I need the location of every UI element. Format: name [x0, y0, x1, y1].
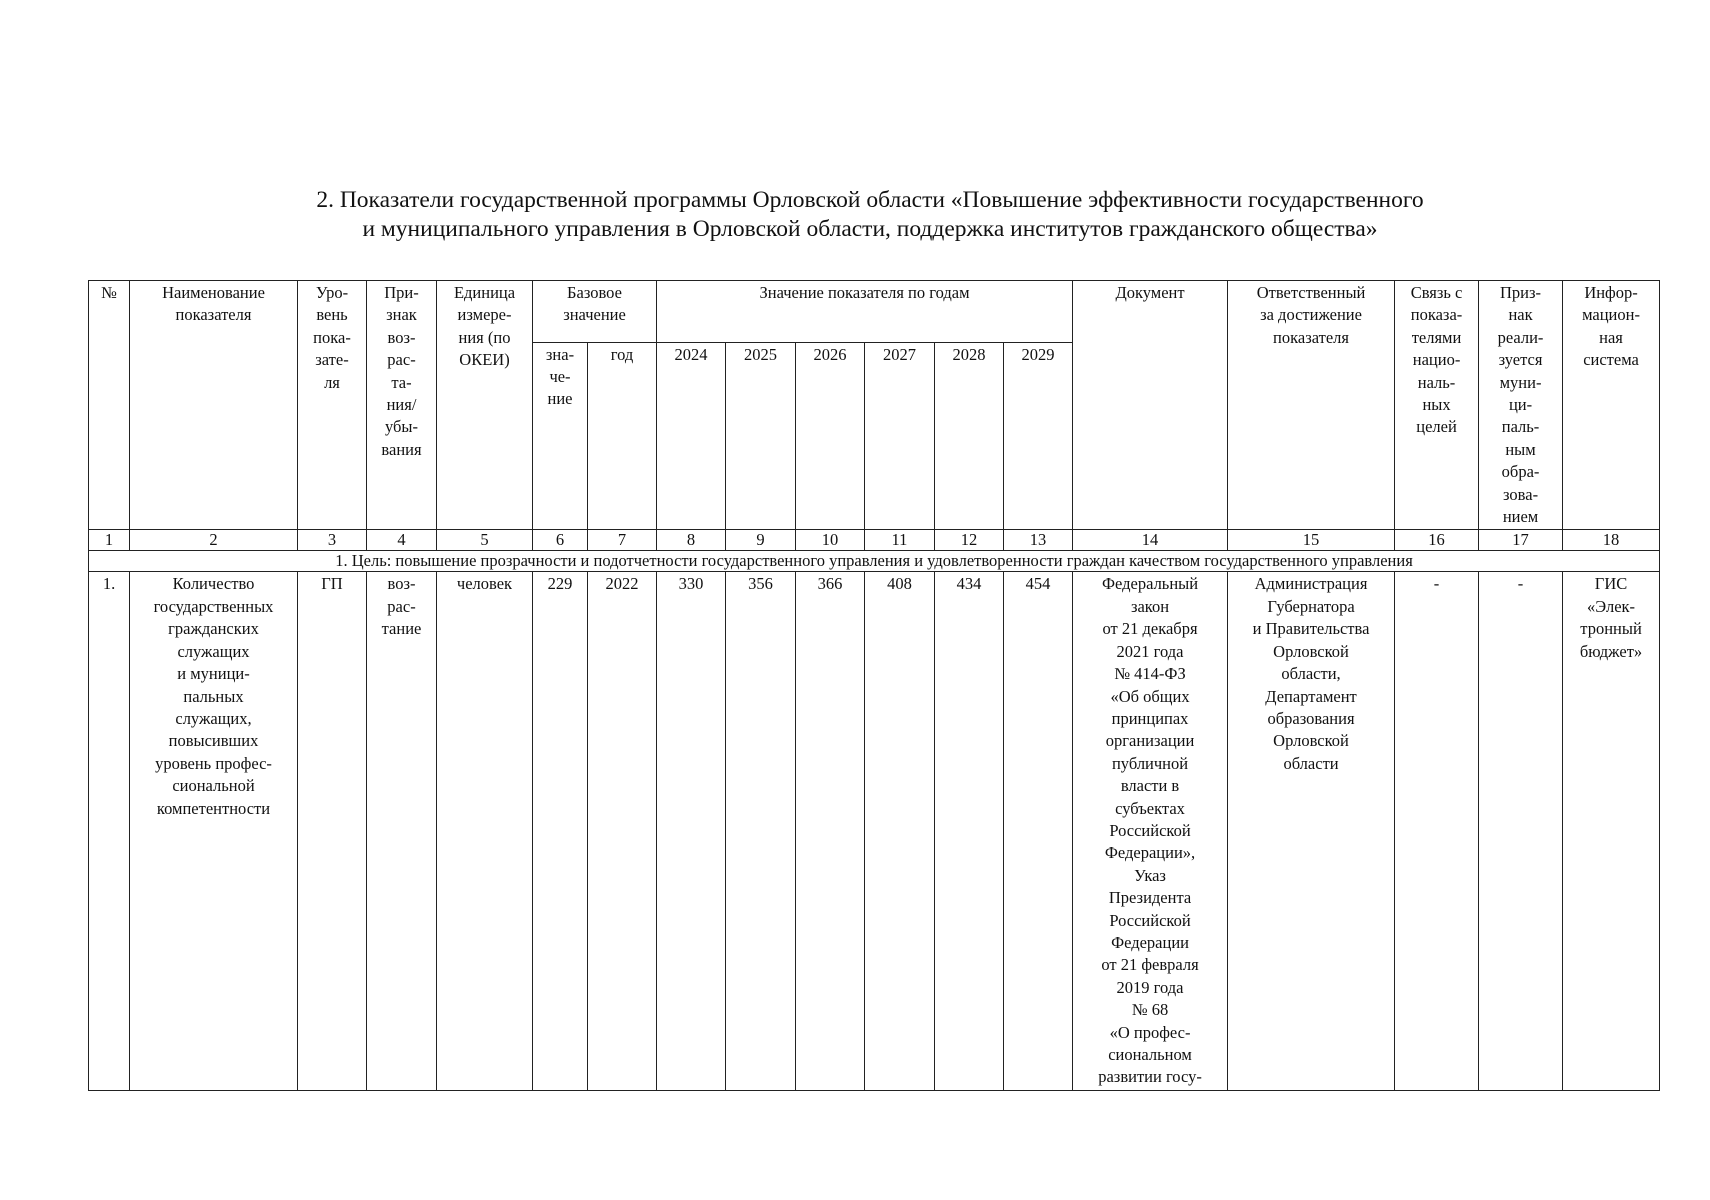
col-num-4: 4 [367, 530, 437, 551]
header-year-2025: 2025 [726, 342, 796, 530]
header-base: Базовое значение [533, 281, 657, 343]
row-value-2025: 356 [726, 572, 796, 1090]
header-base-year: год [588, 342, 657, 530]
header-year-2024: 2024 [657, 342, 726, 530]
row-value-2024: 330 [657, 572, 726, 1090]
col-num-3: 3 [298, 530, 367, 551]
header-info-system: Инфор- мацион- ная система [1563, 281, 1660, 530]
header-years-group: Значение показателя по годам [657, 281, 1073, 343]
table-row [89, 572, 1660, 1090]
row-value-2029: 454 [1004, 572, 1073, 1090]
row-value-2026: 366 [796, 572, 865, 1090]
row-value-2027: 408 [865, 572, 935, 1090]
col-num-1: 1 [89, 530, 130, 551]
header-year-2029: 2029 [1004, 342, 1073, 530]
row-trend: воз- рас- тание [367, 572, 437, 1090]
col-num-18: 18 [1563, 530, 1660, 551]
header-unit: Единица измере- ния (по ОКЕИ) [437, 281, 533, 530]
col-num-2: 2 [130, 530, 298, 551]
header-year-2028: 2028 [935, 342, 1004, 530]
col-num-10: 10 [796, 530, 865, 551]
title-line-2: и муниципального управления в Орловской области, поддержка институтов гражданского общества» [362, 216, 1378, 242]
col-num-7: 7 [588, 530, 657, 551]
row-responsible: Администрация Губернатора и Правительства Орловской области, Департамент образования Орловской области [1228, 572, 1395, 1090]
row-value-2028: 434 [935, 572, 1004, 1090]
col-num-11: 11 [865, 530, 935, 551]
header-trend: При- знак воз- рас- та- ния/ убы- вания [367, 281, 437, 530]
title-line-1: 2. Показатели государственной программы Орловской области «Повышение эффективности государственного [316, 187, 1424, 213]
col-num-8: 8 [657, 530, 726, 551]
col-num-12: 12 [935, 530, 1004, 551]
row-name: Количество государственных гражданских служащих и муници- пальных служащих, повысивших уровень профес- сиональной компетентности [130, 572, 298, 1090]
header-year-2027: 2027 [865, 342, 935, 530]
row-num: 1. [89, 572, 130, 1090]
header-level: Уро- вень пока- зате- ля [298, 281, 367, 530]
header-document: Документ [1073, 281, 1228, 530]
col-num-16: 16 [1395, 530, 1479, 551]
column-number-row [89, 530, 1660, 551]
header-responsible: Ответственный за достижение показателя [1228, 281, 1395, 530]
col-num-14: 14 [1073, 530, 1228, 551]
header-num: № [89, 281, 130, 530]
header-year-2026: 2026 [796, 342, 865, 530]
col-num-5: 5 [437, 530, 533, 551]
header-base-value: зна- че- ние [533, 342, 588, 530]
row-national-goals: - [1395, 572, 1479, 1090]
row-level: ГП [298, 572, 367, 1090]
goal-text: 1. Цель: повышение прозрачности и подотчетности государственного управления и удовлетворенности граждан качеством государственного управления [89, 551, 1660, 572]
header-national-goals: Связь с показа- телями нацио- наль- ных целей [1395, 281, 1479, 530]
document-title [140, 186, 1600, 244]
col-num-9: 9 [726, 530, 796, 551]
row-base-value: 229 [533, 572, 588, 1090]
col-num-6: 6 [533, 530, 588, 551]
goal-row [89, 551, 1660, 572]
header-name: Наименование показателя [130, 281, 298, 530]
header-row-1 [89, 281, 1660, 343]
header-municipal: Приз- нак реали- зуется муни- ци- паль- ным обра- зова- нием [1479, 281, 1563, 530]
row-info-system: ГИС «Элек- тронный бюджет» [1563, 572, 1660, 1090]
col-num-15: 15 [1228, 530, 1395, 551]
col-num-17: 17 [1479, 530, 1563, 551]
row-base-year: 2022 [588, 572, 657, 1090]
indicators-table [88, 280, 1660, 1091]
row-unit: человек [437, 572, 533, 1090]
row-municipal: - [1479, 572, 1563, 1090]
row-document: Федеральный закон от 21 декабря 2021 года № 414-ФЗ «Об общих принципах организации публичной власти в субъектах Российской Федерации», Указ Президента Российской Федерации от 21 февраля 2019 года № 68 «О профес- сиональном развитии госу- [1073, 572, 1228, 1090]
col-num-13: 13 [1004, 530, 1073, 551]
